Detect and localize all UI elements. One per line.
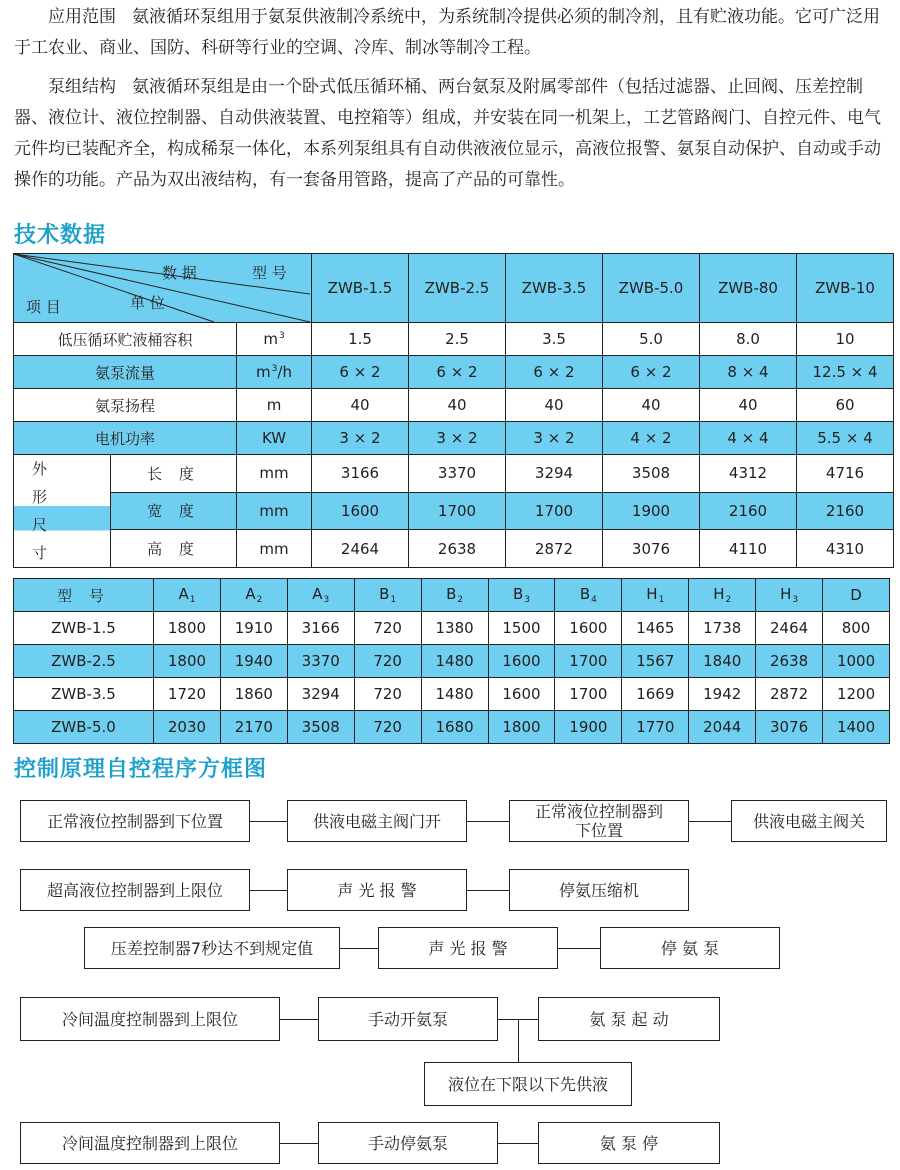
cell: 1200	[823, 678, 890, 711]
cell: 720	[354, 678, 421, 711]
corner-data-label: 数 据	[162, 264, 197, 282]
dim-header-row	[14, 579, 890, 612]
cell: 1480	[421, 645, 488, 678]
flow-box-manual-start-pump: 手动开氨泵	[318, 997, 498, 1041]
connector	[280, 1143, 318, 1144]
cell: 720	[354, 711, 421, 744]
cell: 4 × 2	[603, 422, 700, 455]
cell: 720	[354, 612, 421, 645]
dim-row	[14, 645, 890, 678]
cell: 2030	[154, 711, 221, 744]
cell: 1700	[506, 492, 603, 530]
flow-box-main-valve-open: 供液电磁主阀门开	[287, 800, 467, 842]
flow-box-pump-start: 氨 泵 起 动	[538, 997, 720, 1041]
dim-col-header: $A_2$	[220, 579, 287, 612]
dim-col-header: $H_3$	[756, 579, 823, 612]
row-label: 长 度	[111, 455, 237, 493]
cell: 1600	[312, 492, 409, 530]
cell: 3.5	[506, 323, 603, 356]
cell: 3 × 2	[506, 422, 603, 455]
cell: 4110	[700, 530, 797, 568]
cell: 4716	[797, 455, 894, 493]
cell: 1465	[622, 612, 689, 645]
flow-box-stop-pump: 停 氨 泵	[600, 927, 780, 969]
cell: 6 × 2	[506, 356, 603, 389]
cell: 40	[603, 389, 700, 422]
cell: 2170	[220, 711, 287, 744]
tech-row-flow	[14, 356, 894, 389]
cell: 2160	[700, 492, 797, 530]
model-header: ZWB-2.5	[409, 254, 506, 323]
connector	[250, 890, 287, 891]
connector	[467, 821, 509, 822]
row-label: 宽 度	[111, 492, 237, 530]
corner-item-label: 项 目	[26, 298, 61, 316]
dim-model-header: 型 号	[14, 579, 154, 612]
cell: 2638	[756, 645, 823, 678]
flow-box-pump-stop: 氨 泵 停	[538, 1122, 720, 1164]
connector	[558, 948, 600, 949]
dims-group-cell	[14, 455, 111, 568]
dim-row-model: ZWB-2.5	[14, 645, 154, 678]
row-unit: m	[237, 389, 312, 422]
row-label: 氨泵扬程	[14, 389, 237, 422]
cell: 1942	[689, 678, 756, 711]
cell: 720	[354, 645, 421, 678]
connector	[689, 821, 731, 822]
cell: 1600	[555, 612, 622, 645]
connector	[340, 948, 378, 949]
tech-row-volume	[14, 323, 894, 356]
dim-row	[14, 711, 890, 744]
dim-col-header: $B_2$	[421, 579, 488, 612]
dim-col-header: $A_3$	[287, 579, 354, 612]
cell: 1860	[220, 678, 287, 711]
tech-data-heading: 技术数据	[14, 223, 107, 248]
flow-box-normal-level-low-2: 正常液位控制器到下位置	[509, 800, 689, 842]
cell: 6 × 2	[603, 356, 700, 389]
cell: 1840	[689, 645, 756, 678]
cell: 40	[506, 389, 603, 422]
cell: 1380	[421, 612, 488, 645]
flow-box-sound-light-alarm: 声 光 报 警	[287, 869, 467, 911]
connector	[280, 1019, 318, 1020]
model-header: ZWB-5.0	[603, 254, 700, 323]
cell: 1900	[555, 711, 622, 744]
row-label: 电机功率	[14, 422, 237, 455]
cell: 3076	[603, 530, 700, 568]
dims-group-label: 外 形 尺 寸	[32, 460, 60, 562]
cell: 40	[409, 389, 506, 422]
cell: 3166	[287, 612, 354, 645]
flow-box-main-valve-close: 供液电磁主阀关	[731, 800, 887, 842]
cell: 1770	[622, 711, 689, 744]
cell: 8.0	[700, 323, 797, 356]
cell: 1000	[823, 645, 890, 678]
row-label: 低压循环贮液桶容积	[14, 323, 237, 356]
connector	[467, 890, 509, 891]
corner-unit-label: 单 位	[130, 294, 165, 312]
cell: 2160	[797, 492, 894, 530]
cell: 1.5	[312, 323, 409, 356]
flow-box-supply-first: 液位在下限以下先供液	[424, 1062, 632, 1106]
cell: 60	[797, 389, 894, 422]
flow-box-pressure-diff: 压差控制器7秒达不到规定值	[84, 927, 340, 969]
cell: 12.5 × 4	[797, 356, 894, 389]
model-header: ZWB-1.5	[312, 254, 409, 323]
cell: 1500	[488, 612, 555, 645]
cell: 3 × 2	[409, 422, 506, 455]
dim-col-header: D	[823, 579, 890, 612]
flow-box-room-temp-upper-2: 冷间温度控制器到上限位	[20, 1122, 280, 1164]
cell: 1720	[154, 678, 221, 711]
dim-row	[14, 678, 890, 711]
flow-box-high-level-alarm: 超高液位控制器到上限位	[20, 869, 250, 911]
cell: 1800	[154, 645, 221, 678]
diagonal-corner-cell	[14, 254, 312, 323]
row-unit: $m^3/h$	[237, 356, 312, 389]
cell: 5.5 × 4	[797, 422, 894, 455]
flow-box-normal-level-low: 正常液位控制器到下位置	[20, 800, 250, 842]
tech-row-head	[14, 389, 894, 422]
cell: 1600	[488, 678, 555, 711]
cell: 1567	[622, 645, 689, 678]
cell: 3508	[603, 455, 700, 493]
cell: 40	[700, 389, 797, 422]
dimension-table	[13, 578, 890, 744]
row-unit: KW	[237, 422, 312, 455]
cell: 4310	[797, 530, 894, 568]
cell: 6 × 2	[312, 356, 409, 389]
dim-col-header: $B_1$	[354, 579, 421, 612]
flow-heading: 控制原理自控程序方框图	[14, 757, 268, 782]
dim-col-header: $H_2$	[689, 579, 756, 612]
connector	[250, 821, 287, 822]
cell: 1800	[154, 612, 221, 645]
cell: 3294	[287, 678, 354, 711]
tech-row-width	[14, 492, 894, 530]
cell: 1700	[409, 492, 506, 530]
cell: 1910	[220, 612, 287, 645]
row-label: 氨泵流量	[14, 356, 237, 389]
dim-row-model: ZWB-3.5	[14, 678, 154, 711]
dim-col-header: $H_1$	[622, 579, 689, 612]
flow-box-stop-compressor: 停氨压缩机	[509, 869, 689, 911]
cell: 800	[823, 612, 890, 645]
cell: 1400	[823, 711, 890, 744]
cell: 1900	[603, 492, 700, 530]
structure-keyword: 泵组结构	[48, 77, 116, 97]
flow-box-manual-stop-pump: 手动停氨泵	[318, 1122, 498, 1164]
dim-row	[14, 612, 890, 645]
dim-row-model: ZWB-1.5	[14, 612, 154, 645]
cell: 3370	[287, 645, 354, 678]
tech-row-height	[14, 530, 894, 568]
cell: 3166	[312, 455, 409, 493]
cell: 3294	[506, 455, 603, 493]
cell: 2872	[506, 530, 603, 568]
row-unit: mm	[237, 530, 312, 568]
cell: 1600	[488, 645, 555, 678]
corner-model-label: 型 号	[252, 264, 287, 282]
cell: 10	[797, 323, 894, 356]
flow-box-room-temp-upper: 冷间温度控制器到上限位	[20, 997, 280, 1041]
scope-keyword: 应用范围	[48, 7, 116, 27]
cell: 2872	[756, 678, 823, 711]
dim-row-model: ZWB-5.0	[14, 711, 154, 744]
cell: 2464	[756, 612, 823, 645]
row-label: 高 度	[111, 530, 237, 568]
cell: 6 × 2	[409, 356, 506, 389]
model-header: ZWB-10	[797, 254, 894, 323]
tech-row-power	[14, 422, 894, 455]
cell: 1700	[555, 678, 622, 711]
scope-text: 氨液循环泵组用于氨泵供液制冷系统中，为系统制冷提供必须的制冷剂，且有贮液功能。它可广泛用于工农业、商业、国防、科研等行业的空调、冷库、制冰等制冷工程。	[14, 7, 880, 58]
connector	[498, 1143, 538, 1144]
cell: 3076	[756, 711, 823, 744]
cell: 8 × 4	[700, 356, 797, 389]
cell: 4312	[700, 455, 797, 493]
cell: 2464	[312, 530, 409, 568]
cell: 40	[312, 389, 409, 422]
cell: 1680	[421, 711, 488, 744]
intro-paragraph-structure	[14, 72, 889, 196]
cell: 2638	[409, 530, 506, 568]
dim-col-header: $A_1$	[154, 579, 221, 612]
connector	[518, 1019, 519, 1062]
cell: 3508	[287, 711, 354, 744]
model-header: ZWB-3.5	[506, 254, 603, 323]
cell: 2044	[689, 711, 756, 744]
dim-col-header: $B_4$	[555, 579, 622, 612]
cell: 1800	[488, 711, 555, 744]
cell: 3370	[409, 455, 506, 493]
model-header: ZWB-80	[700, 254, 797, 323]
cell: 1480	[421, 678, 488, 711]
cell: 1940	[220, 645, 287, 678]
intro-paragraph-scope	[14, 2, 889, 64]
cell: 4 × 4	[700, 422, 797, 455]
row-unit: mm	[237, 492, 312, 530]
cell: 1738	[689, 612, 756, 645]
cell: 5.0	[603, 323, 700, 356]
row-unit: mm	[237, 455, 312, 493]
tech-row-length	[14, 455, 894, 493]
tech-header-row	[14, 254, 894, 323]
dim-col-header: $B_3$	[488, 579, 555, 612]
structure-text: 氨液循环泵组是由一个卧式低压循环桶、两台氨泵及附属零部件（包括过滤器、止回阀、压差控制器、液位计、液位控制器、自动供液装置、电控箱等）组成，并安装在同一机架上，工艺管路阀门、自控元件、电气元件均已装配齐全，构成稀泵一体化，本系列泵组具有自动供液液位显示，高液位报警、氨泵自动保护、自动或手动操作的功能。产品为双出液结构，有一套备用管路，提高了产品的可靠性。	[14, 77, 881, 190]
tech-data-table	[13, 253, 894, 568]
cell: 2.5	[409, 323, 506, 356]
row-unit: $m^3$	[237, 323, 312, 356]
cell: 1700	[555, 645, 622, 678]
flow-box-sound-light-alarm-2: 声 光 报 警	[378, 927, 558, 969]
cell: 3 × 2	[312, 422, 409, 455]
cell: 1669	[622, 678, 689, 711]
